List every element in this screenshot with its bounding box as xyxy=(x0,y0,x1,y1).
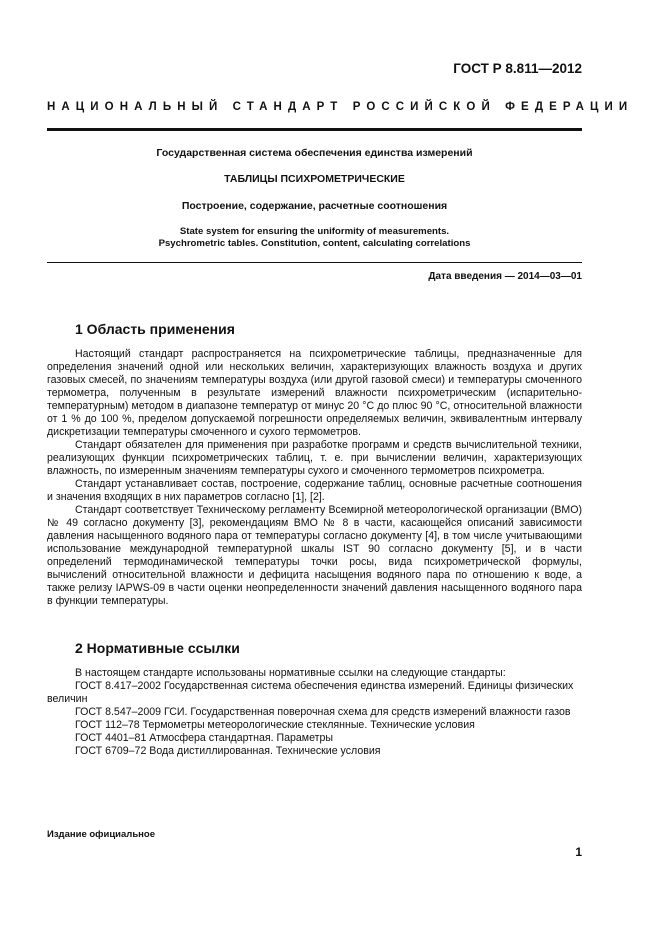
section-2-heading: 2 Нормативные ссылки xyxy=(75,640,240,656)
reference-item: ГОСТ 4401–81 Атмосфера стандартная. Параметры xyxy=(75,732,333,744)
system-title: Государственная система обеспечения единства измерений xyxy=(156,147,473,159)
english-title-line-1: State system for ensuring the uniformity of measurements. xyxy=(179,226,450,237)
top-divider xyxy=(47,128,582,131)
reference-item: ГОСТ 8.547–2009 ГСИ. Государственная поверочная схема для средств измерений влажности газов xyxy=(75,706,571,718)
section-1-heading: 1 Область применения xyxy=(75,321,235,337)
title-divider xyxy=(47,262,582,263)
document-number: ГОСТ Р 8.811—2012 xyxy=(453,61,582,76)
reference-item: ГОСТ 8.417–2002 Государственная система обеспечения единства измерений. Единицы физических величин xyxy=(47,680,574,705)
document-title: ТАБЛИЦЫ ПСИХРОМЕТРИЧЕСКИЕ xyxy=(224,173,405,185)
national-standard-heading: НАЦИОНАЛЬНЫЙ СТАНДАРТ РОССИЙСКОЙ ФЕДЕРАЦИИ xyxy=(47,101,634,113)
section-1-paragraph: Стандарт соответствует Техническому регламенту Всемирной метеорологической организации (ВМО) № 49 согласно документу [3], рекомендациям ВМО № 8 в части, касающейся описаний зависимости давления насыщенного водяного пара от температуры согласно документу [4], в том числе учитывающими использование международной температурной шкалы IST 90 согласно документу [5], и в части определений термодинамической температуры точки росы, вида психрометрической формулы, вычислений относительной влажности и дефицита насыщения водяного пара по отношению к воде, а также релизу IAPWS-09 в части оценки неопределенности значений давления насыщенного водяного пара в функции температуры. xyxy=(47,504,582,607)
section-1-paragraph: Стандарт устанавливает состав, построение, содержание таблиц, основные расчетные соотношения и значения входящих в них параметров согласно [1], [2]. xyxy=(47,478,582,503)
english-title-line-2: Psychrometric tables. Constitution, content, calculating correlations xyxy=(158,238,471,249)
section-1-body xyxy=(47,348,582,608)
document-subtitle: Построение, содержание, расчетные соотношения xyxy=(181,200,448,212)
official-edition-label: Издание официальное xyxy=(47,829,155,840)
introduction-date: Дата введения — 2014—03—01 xyxy=(428,271,582,282)
section-1-paragraph: Настоящий стандарт распространяется на психрометрические таблицы, предназначенные для определения значений одной или нескольких величин, характеризующих влажность воздуха и других газовых смесей, по значениям температуры воздуха (или другой газовой смеси) и температуры смоченного термометра, полученным в результате измерений влажности психрометрическим (испарительно-температурным) методом в диапазоне температур от минус 20 °С до плюс 90 °С, относительной влажности от 1 % до 100 %, пределом допускаемой погрешности определяемых величин, эквивалентным интервалу дискретизации температуры смоченного и сухого термометров. xyxy=(47,348,582,438)
reference-item: ГОСТ 6709–72 Вода дистиллированная. Технические условия xyxy=(75,745,381,757)
section-2-intro: В настоящем стандарте использованы нормативные ссылки на следующие стандарты: xyxy=(75,667,506,679)
page-number: 1 xyxy=(575,845,582,859)
section-2-body xyxy=(47,667,582,758)
reference-item: ГОСТ 112–78 Термометры метеорологические стеклянные. Технические условия xyxy=(75,719,475,731)
section-1-paragraph: Стандарт обязателен для применения при разработке программ и средств вычислительной техники, реализующих функции психрометрических таблиц, т. е. при вычислении величин, характеризующих влажность, по измеренным значениям температуры сухого и смоченного термометров психрометра. xyxy=(47,439,582,477)
